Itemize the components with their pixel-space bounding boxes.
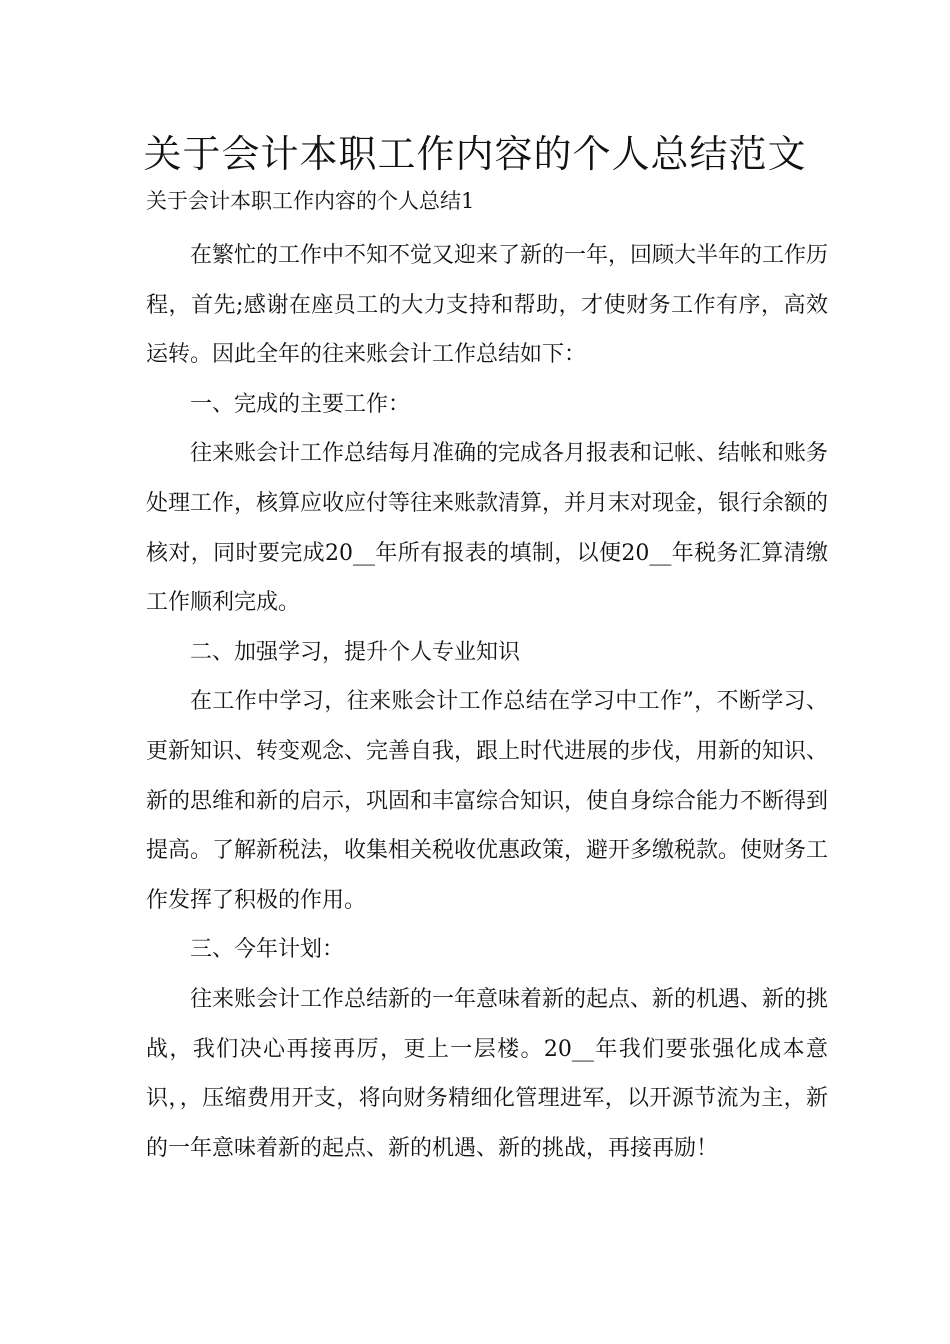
section-heading-3: 三、今年计划： [190,937,345,963]
paragraph-plan: 往来账会计工作总结新的一年意味着新的起点、新的机遇、新的挑战，我们决心再接再厉，更上一层楼。20__年我们要张强化成本意识，，压缩费用开支，将向财务精细化管理进军，以开源节流为主，新的一年意味着新的起点、新的机遇、新的挑战，再接再励！ [146,986,829,1161]
document-body [146,231,828,1173]
paragraph-intro: 在繁忙的工作中不知不觉又迎来了新的一年，回顾大半年的工作历程，首先;感谢在座员工的大力支持和帮助，才使财务工作有序，高效运转。因此全年的往来账会计工作总结如下： [146,243,829,368]
section-heading-1: 一、完成的主要工作： [190,391,411,417]
paragraph-main-work: 往来账会计工作总结每月准确的完成各月报表和记帐、结帐和账务处理工作，核算应收应付等往来账款清算，并月末对现金，银行余额的核对，同时要完成20__年所有报表的填制，以便20__年税务汇算清缴工作顺利完成。 [146,441,829,616]
section-heading-2: 二、加强学习，提升个人专业知识 [190,639,521,665]
document-title: 关于会计本职工作内容的个人总结范文 [143,132,807,176]
document-subtitle: 关于会计本职工作内容的个人总结1 [146,189,475,213]
paragraph-learning: 在工作中学习，往来账会计工作总结在学习中工作”，不断学习、更新知识、转变观念、完善自我，跟上时代进展的步伐，用新的知识、新的思维和新的启示，巩固和丰富综合知识，使自身综合能力不断得到提高。了解新税法，收集相关税收优惠政策，避开多缴税款。使财务工作发挥了积极的作用。 [146,689,829,913]
